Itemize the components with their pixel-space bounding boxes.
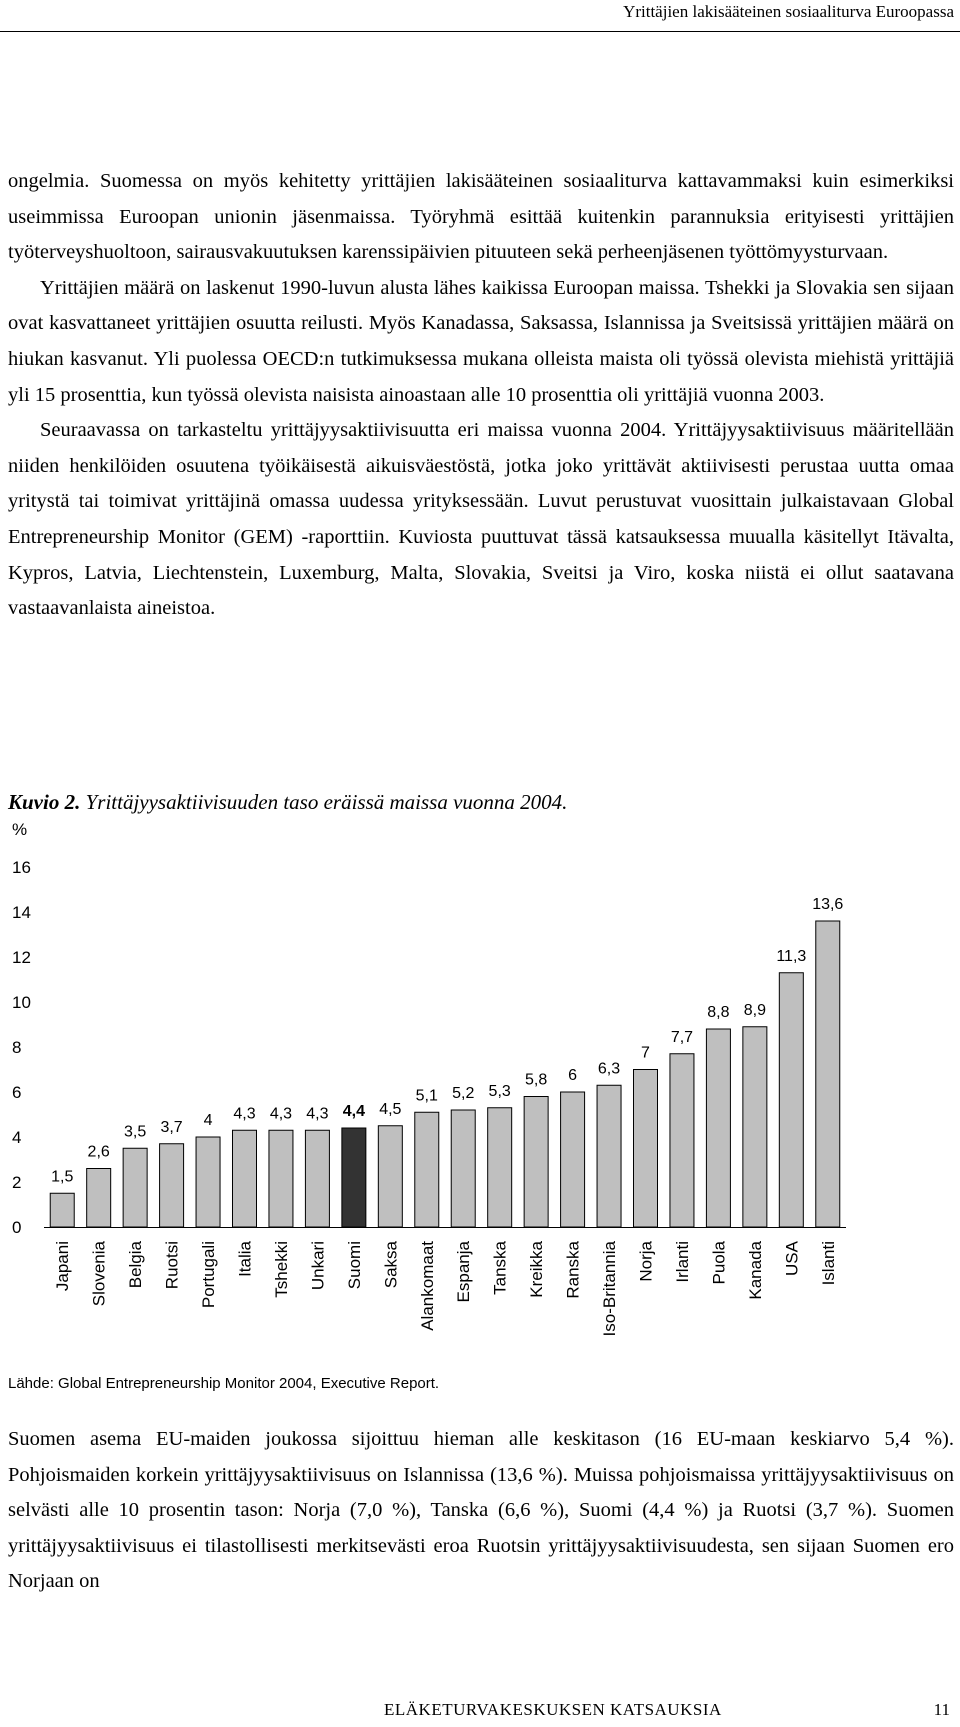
y-tick-label: 6 bbox=[12, 1083, 22, 1102]
paragraph-3: Seuraavassa on tarkasteltu yrittäjyysaktiivisuutta eri maissa vuonna 2004. Yrittäjyysaktiivisuus määritellään niiden henkilöiden osuutena työikäisestä aikuisväestöstä, jotka joko yrittävät aktiivisesti perustaa uutta omaa yritystä tai toimivat yrittäjinä omassa uudessa yrityksessään. Luvut perustuvat vuosittain julkaistavaan Global Entrepreneurship Monitor (GEM) -raporttiin. Kuviosta puuttuvat tässä katsauksessa muualla käsitellyt Itävalta, Kypros, Latvia, Liechtenstein, Luxemburg, Malta, Slovakia, Sveitsi ja Viro, koska niistä ei ollut saatavana vastaavanlaista aineistoa. bbox=[8, 419, 954, 620]
category-label: Italia bbox=[235, 1241, 255, 1277]
y-tick-label: 0 bbox=[12, 1218, 22, 1237]
bar-japani bbox=[50, 1193, 74, 1227]
bar-italia bbox=[233, 1130, 257, 1227]
bar-suomi bbox=[342, 1128, 366, 1227]
category-label: Tanska bbox=[490, 1241, 510, 1295]
bar-value-label: 8,9 bbox=[743, 1001, 766, 1019]
y-tick-label: 10 bbox=[12, 993, 31, 1012]
bar-value-label: 3,5 bbox=[124, 1123, 147, 1141]
bar-value-label: 4 bbox=[203, 1112, 213, 1129]
bar-ranska bbox=[561, 1092, 585, 1227]
bar-value-label: 4,3 bbox=[269, 1105, 293, 1123]
figure-label: Kuvio 2. bbox=[8, 790, 81, 814]
category-label: Ruotsi bbox=[162, 1241, 182, 1290]
paragraph-4: Suomen asema EU-maiden joukossa sijoittuu hieman alle keskitason (16 EU-maan keskiarvo 5,4 %). Pohjoismaiden korkein yrittäjyysaktiivisuus on Islannissa (13,6 %). Muissa pohjoismaissa yrittäjyysaktiivisuus on selvästi alle 10 prosentin tason: Norja (7,0 %), Tanska (6,6 %), Suomi (4,4 %) ja Ruotsi (3,7 %). Suomen yrittäjyysaktiivisuus ei tilastollisesti merkitsevästi eroa Ruotsin yrittäjyysaktiivisuudesta, sen sijaan Suomen ero Norjaan on bbox=[8, 1428, 954, 1593]
bar-slovenia bbox=[87, 1169, 111, 1228]
bar-value-label: 7,7 bbox=[670, 1028, 694, 1046]
bar-value-label: 1,5 bbox=[51, 1168, 74, 1186]
category-label: Saksa bbox=[381, 1241, 401, 1289]
bar-puola bbox=[706, 1029, 730, 1227]
bar-tshekki bbox=[269, 1130, 293, 1227]
category-label: Islanti bbox=[818, 1241, 838, 1286]
category-label: Ranska bbox=[563, 1241, 583, 1299]
category-label: Espanja bbox=[454, 1241, 474, 1303]
body-text-top bbox=[8, 164, 954, 627]
bar-kanada bbox=[743, 1027, 767, 1227]
bar-value-label: 7 bbox=[641, 1044, 650, 1062]
y-tick-label: 16 bbox=[12, 858, 31, 877]
y-tick-label: 8 bbox=[12, 1038, 22, 1057]
bar-value-label: 8,8 bbox=[707, 1004, 730, 1021]
bar-value-label: 4,3 bbox=[233, 1105, 256, 1123]
figure-source: Lähde: Global Entrepreneurship Monitor 2004, Executive Report. bbox=[8, 1375, 440, 1392]
category-label: Japani bbox=[53, 1241, 73, 1292]
bar-ruotsi bbox=[160, 1144, 184, 1227]
category-label: Slovenia bbox=[89, 1241, 109, 1307]
bar-saksa bbox=[378, 1126, 402, 1227]
category-label: Kanada bbox=[745, 1241, 765, 1300]
bar-kreikka bbox=[524, 1097, 548, 1228]
header-rule bbox=[0, 31, 960, 32]
bar-chart bbox=[0, 812, 960, 1372]
bar-norja bbox=[634, 1070, 658, 1228]
bar-value-label: 4,5 bbox=[379, 1100, 402, 1118]
y-tick-label: 14 bbox=[12, 903, 31, 922]
category-label: Belgia bbox=[126, 1241, 146, 1289]
bar-value-label: 4,3 bbox=[306, 1105, 329, 1123]
figure-title: Yrittäjyysaktiivisuuden taso eräissä maissa vuonna 2004. bbox=[85, 790, 568, 814]
bar-value-label: 2,6 bbox=[87, 1143, 110, 1161]
category-label: Norja bbox=[636, 1241, 656, 1282]
category-label: USA bbox=[782, 1241, 802, 1276]
category-label: Kreikka bbox=[527, 1241, 547, 1298]
bar-unkari bbox=[305, 1130, 329, 1227]
bar-iso-britannia bbox=[597, 1085, 621, 1227]
category-label: Unkari bbox=[308, 1241, 328, 1291]
y-axis-unit: % bbox=[12, 820, 28, 839]
category-label: Portugali bbox=[199, 1241, 219, 1309]
bar-islanti bbox=[816, 921, 840, 1227]
y-tick-label: 4 bbox=[12, 1128, 22, 1147]
running-header: Yrittäjien lakisääteinen sosiaaliturva Euroopassa bbox=[623, 2, 954, 21]
bar-value-label: 5,3 bbox=[488, 1082, 511, 1100]
category-label: Alankomaat bbox=[417, 1241, 437, 1331]
bar-espanja bbox=[451, 1110, 475, 1227]
page-number: 11 bbox=[933, 1700, 950, 1719]
bar-value-label: 5,1 bbox=[415, 1087, 438, 1105]
bar-belgia bbox=[123, 1148, 147, 1227]
body-text-bottom bbox=[8, 1422, 954, 1600]
bar-tanska bbox=[488, 1108, 512, 1227]
bar-value-label: 11,3 bbox=[776, 947, 807, 965]
bar-value-label: 5,2 bbox=[452, 1085, 475, 1102]
paragraph-2: Yrittäjien määrä on laskenut 1990-luvun alusta lähes kaikissa Euroopan maissa. Tshekki ja Slovakia sen sijaan ovat kasvattaneet yrittäjien osuutta reilusti. Myös Kanadassa, Saksassa, Islannissa ja Sveitsissä yrittäjien määrä on hiukan kasvanut. Yli puolessa OECD:n tutkimuksessa mukana olleista maista oli työssä olevista miehistä yrittäjiä yli 15 prosenttia, kun työssä olevista naisista ainoastaan alle 10 prosenttia oli yrittäjiä vuonna 2003. bbox=[8, 276, 954, 406]
bar-value-label: 13,6 bbox=[812, 896, 844, 913]
bar-value-label: 3,7 bbox=[160, 1118, 183, 1136]
bar-irlanti bbox=[670, 1054, 694, 1227]
category-label: Tshekki bbox=[271, 1241, 291, 1298]
category-label: Irlanti bbox=[672, 1241, 692, 1283]
bar-portugali bbox=[196, 1137, 220, 1227]
paragraph-1: ongelmia. Suomessa on myös kehitetty yrittäjien lakisääteinen sosiaaliturva kattavammaksi kuin esimerkiksi useimmissa Euroopan unionin jäsenmaissa. Työryhmä esittää kuitenkin parannuksia erityisesti yrittäjien työterveyshuoltoon, sairausvakuutuksen karenssipäivien pituuteen sekä perheenjäsenen työttömyysturvaan. bbox=[8, 170, 954, 264]
bar-usa bbox=[779, 973, 803, 1227]
bar-value-label: 5,8 bbox=[525, 1071, 548, 1089]
footer-publication: ELÄKETURVAKESKUKSEN KATSAUKSIA bbox=[384, 1700, 722, 1719]
bar-value-label: 6,3 bbox=[597, 1060, 621, 1078]
category-label: Suomi bbox=[344, 1241, 364, 1290]
y-tick-label: 2 bbox=[12, 1173, 22, 1192]
bar-value-label: 4,4 bbox=[342, 1103, 365, 1120]
bar-alankomaat bbox=[415, 1112, 439, 1227]
bar-value-label: 6 bbox=[568, 1067, 578, 1084]
y-tick-label: 12 bbox=[12, 948, 31, 967]
category-label: Iso-Britannia bbox=[600, 1241, 620, 1337]
page-footer bbox=[0, 1700, 960, 1724]
category-label: Puola bbox=[709, 1241, 729, 1285]
